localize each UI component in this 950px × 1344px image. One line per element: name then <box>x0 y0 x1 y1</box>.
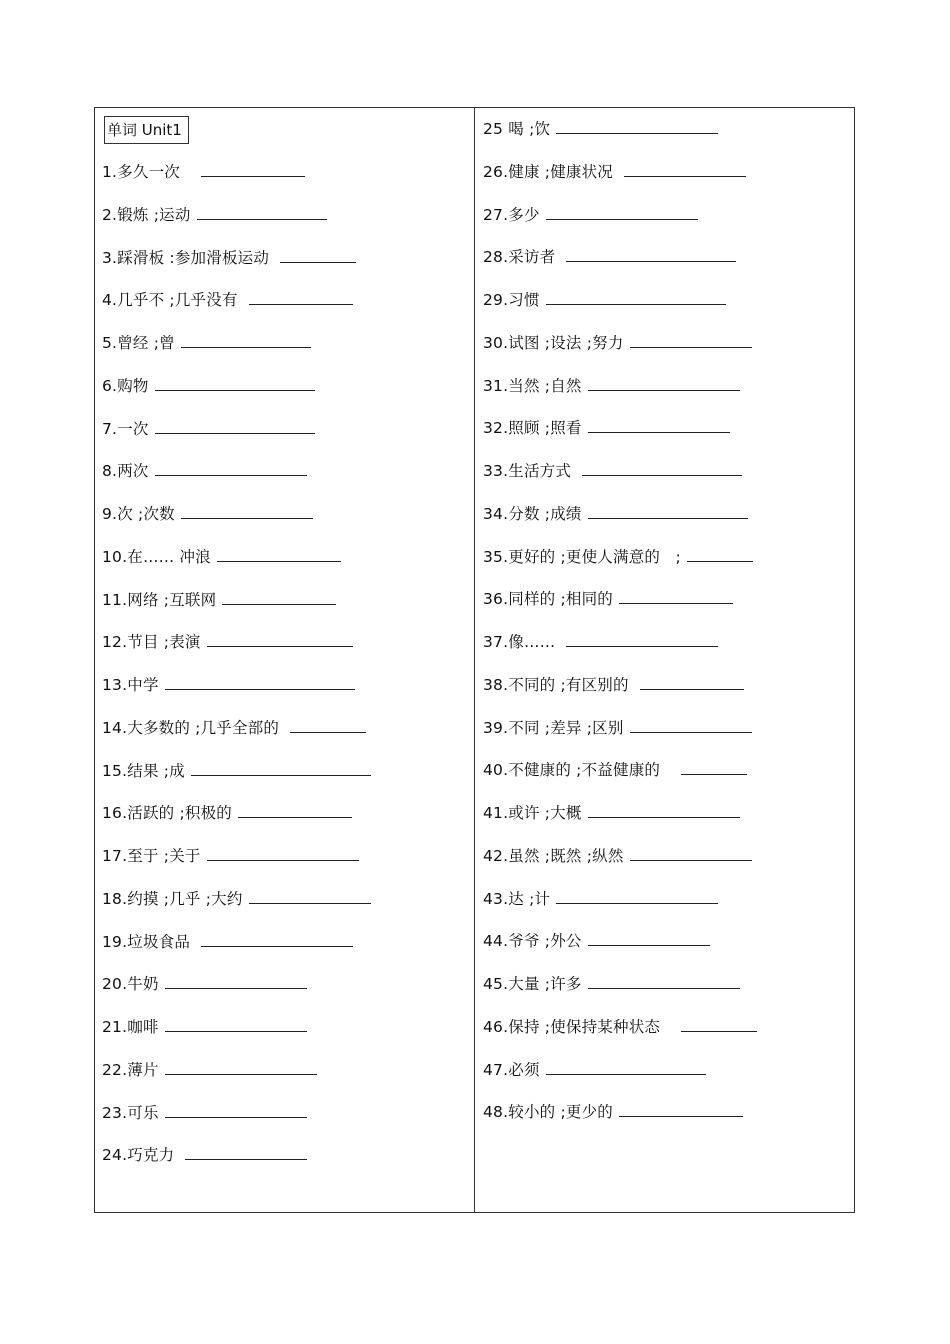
vocab-prompt: 10.在…… 冲浪 <box>102 547 211 566</box>
answer-blank[interactable] <box>546 289 726 305</box>
vocab-prompt: 7.一次 <box>102 419 149 438</box>
vocab-entry <box>483 1101 743 1123</box>
answer-blank[interactable] <box>588 417 730 433</box>
answer-blank[interactable] <box>582 460 742 476</box>
vocab-entry <box>483 289 726 311</box>
vocab-entry <box>102 760 371 782</box>
answer-blank[interactable] <box>566 246 736 262</box>
vocab-prompt: 31.当然 ;自然 <box>483 376 582 395</box>
vocab-entry <box>483 417 730 439</box>
vocab-prompt: 28.采访者 <box>483 248 561 267</box>
vocab-entry <box>102 1144 307 1166</box>
vocab-entry <box>102 973 307 995</box>
vocab-prompt: 18.约摸 ;几乎 ;大约 <box>102 889 243 908</box>
answer-blank[interactable] <box>181 332 311 348</box>
vocab-entry <box>483 930 710 952</box>
answer-blank[interactable] <box>201 931 353 947</box>
vocab-prompt: 17.至于 ;关于 <box>102 847 201 865</box>
answer-blank[interactable] <box>165 674 355 690</box>
answer-blank[interactable] <box>249 888 371 904</box>
answer-blank[interactable] <box>222 589 336 605</box>
answer-blank[interactable] <box>556 118 718 134</box>
vocab-prompt: 24.巧克力 <box>102 1146 180 1165</box>
answer-blank[interactable] <box>546 1059 706 1075</box>
answer-blank[interactable] <box>155 460 307 476</box>
answer-blank[interactable] <box>624 161 746 177</box>
answer-blank[interactable] <box>238 802 352 818</box>
vocab-entry <box>102 161 305 183</box>
vocab-prompt: 30.试图 ;设法 ;努力 <box>483 333 624 352</box>
answer-blank[interactable] <box>249 289 353 305</box>
vocab-prompt: 44.爷爷 ;外公 <box>483 932 582 951</box>
vocab-prompt: 3.踩滑板 :参加滑板运动 <box>102 248 275 267</box>
vocab-entry <box>483 375 740 397</box>
vocab-prompt: 5.曾经 ;曾 <box>102 334 175 352</box>
vocab-prompt: 35.更好的 ;更使人满意的 ; <box>483 547 681 566</box>
vocabulary-worksheet <box>94 107 855 1213</box>
vocab-entry <box>102 289 353 311</box>
vocab-entry <box>483 973 740 995</box>
vocab-prompt: 26.健康 ;健康状况 <box>483 162 619 181</box>
right-column <box>476 108 854 1212</box>
answer-blank[interactable] <box>687 546 753 562</box>
vocab-prompt: 12.节目 ;表演 <box>102 633 201 652</box>
answer-blank[interactable] <box>207 845 359 861</box>
answer-blank[interactable] <box>566 631 718 647</box>
vocab-prompt: 8.两次 <box>102 462 149 481</box>
vocab-prompt: 19.垃圾食品 <box>102 932 196 951</box>
vocab-prompt: 47.必须 <box>483 1060 540 1079</box>
vocab-prompt: 45.大量 ;许多 <box>483 975 582 993</box>
vocab-entry <box>483 1059 706 1081</box>
vocab-prompt: 43.达 ;计 <box>483 889 551 908</box>
vocab-prompt: 27.多少 <box>483 205 540 224</box>
answer-blank[interactable] <box>217 546 341 562</box>
answer-blank[interactable] <box>197 204 327 220</box>
vocab-entry <box>483 759 747 781</box>
vocab-prompt: 21.咖啡 <box>102 1018 159 1036</box>
vocab-entry <box>102 460 307 482</box>
answer-blank[interactable] <box>165 1016 307 1032</box>
vocab-prompt: 11.网络 ;互联网 <box>102 590 217 609</box>
vocab-prompt: 13.中学 <box>102 676 159 694</box>
unit-title: 单词 Unit1 <box>104 116 189 144</box>
answer-blank[interactable] <box>619 588 733 604</box>
vocab-entry <box>483 631 718 653</box>
answer-blank[interactable] <box>681 1016 757 1032</box>
answer-blank[interactable] <box>588 973 740 989</box>
answer-blank[interactable] <box>155 375 315 391</box>
answer-blank[interactable] <box>588 802 740 818</box>
vocab-entry <box>483 1016 757 1038</box>
vocab-prompt: 22.薄片 <box>102 1060 159 1079</box>
vocab-entry <box>102 247 356 269</box>
vocab-prompt: 39.不同 ;差异 ;区别 <box>483 718 624 737</box>
vocab-entry <box>483 888 718 910</box>
answer-blank[interactable] <box>681 759 747 775</box>
vocab-prompt: 41.或许 ;大概 <box>483 804 582 822</box>
vocab-prompt: 4.几乎不 ;几乎没有 <box>102 291 243 310</box>
answer-blank[interactable] <box>280 247 356 263</box>
vocab-prompt: 46.保持 ;使保持某种状态 <box>483 1017 676 1036</box>
vocab-prompt: 37.像…… <box>483 633 561 651</box>
vocab-prompt: 40.不健康的 ;不益健康的 <box>483 761 676 780</box>
vocab-entry <box>483 204 698 226</box>
vocab-entry <box>102 1016 307 1038</box>
vocab-prompt: 1.多久一次 <box>102 163 196 181</box>
answer-blank[interactable] <box>588 930 710 946</box>
vocab-entry <box>483 246 736 268</box>
vocab-entry <box>483 460 742 482</box>
answer-blank[interactable] <box>290 717 366 733</box>
answer-blank[interactable] <box>546 204 698 220</box>
vocab-entry <box>102 418 315 440</box>
answer-blank[interactable] <box>588 503 748 519</box>
vocab-entry <box>483 717 752 739</box>
vocab-prompt: 48.较小的 ;更少的 <box>483 1103 613 1122</box>
vocab-entry <box>102 546 341 568</box>
column-divider <box>474 108 475 1212</box>
vocab-entry <box>102 845 359 867</box>
vocab-prompt: 34.分数 ;成绩 <box>483 504 582 523</box>
answer-blank[interactable] <box>155 418 315 434</box>
vocab-entry <box>102 674 355 696</box>
vocab-prompt: 9.次 ;次数 <box>102 505 175 523</box>
vocab-prompt: 33.生活方式 <box>483 462 577 480</box>
vocab-entry <box>102 375 315 397</box>
vocab-prompt: 42.虽然 ;既然 ;纵然 <box>483 846 624 865</box>
vocab-entry <box>102 931 353 953</box>
answer-blank[interactable] <box>630 332 752 348</box>
vocab-entry <box>483 845 752 867</box>
answer-blank[interactable] <box>640 674 744 690</box>
answer-blank[interactable] <box>630 717 752 733</box>
vocab-entry <box>102 888 371 910</box>
answer-blank[interactable] <box>630 845 752 861</box>
vocab-prompt: 32.照顾 ;照看 <box>483 419 582 438</box>
answer-blank[interactable] <box>588 375 740 391</box>
vocab-prompt: 15.结果 ;成 <box>102 761 185 780</box>
answer-blank[interactable] <box>165 973 307 989</box>
vocab-prompt: 20.牛奶 <box>102 975 159 994</box>
answer-blank[interactable] <box>165 1102 307 1118</box>
vocab-prompt: 29.习惯 <box>483 291 540 309</box>
vocab-prompt: 2.锻炼 ;运动 <box>102 205 191 224</box>
vocab-entry <box>483 161 746 183</box>
answer-blank[interactable] <box>191 760 371 776</box>
vocab-entry <box>102 1102 307 1124</box>
vocab-entry <box>483 802 740 824</box>
vocab-entry <box>483 503 748 525</box>
vocab-prompt: 16.活跃的 ;积极的 <box>102 804 232 823</box>
vocab-entry <box>483 588 733 610</box>
vocab-entry <box>102 1059 317 1081</box>
answer-blank[interactable] <box>556 888 718 904</box>
answer-blank[interactable] <box>185 1144 307 1160</box>
answer-blank[interactable] <box>201 161 305 177</box>
vocab-prompt: 14.大多数的 ;几乎全部的 <box>102 718 285 737</box>
vocab-prompt: 6.购物 <box>102 376 149 395</box>
vocab-entry <box>483 674 744 696</box>
vocab-entry <box>102 589 336 611</box>
vocab-entry <box>483 546 753 568</box>
vocab-entry <box>102 802 352 824</box>
vocab-entry <box>102 332 311 354</box>
answer-blank[interactable] <box>207 631 353 647</box>
left-column <box>95 108 474 1212</box>
answer-blank[interactable] <box>165 1059 317 1075</box>
vocab-entry <box>102 204 327 226</box>
vocab-prompt: 38.不同的 ;有区别的 <box>483 675 634 694</box>
vocab-prompt: 23.可乐 <box>102 1103 159 1122</box>
vocab-prompt: 36.同样的 ;相同的 <box>483 590 613 609</box>
vocab-entry <box>483 332 752 354</box>
answer-blank[interactable] <box>181 503 313 519</box>
vocab-prompt: 25 喝 ;饮 <box>483 120 551 138</box>
vocab-entry <box>102 503 313 525</box>
vocab-entry <box>102 631 353 653</box>
vocab-entry <box>483 118 718 140</box>
vocab-entry <box>102 717 366 739</box>
answer-blank[interactable] <box>619 1101 743 1117</box>
